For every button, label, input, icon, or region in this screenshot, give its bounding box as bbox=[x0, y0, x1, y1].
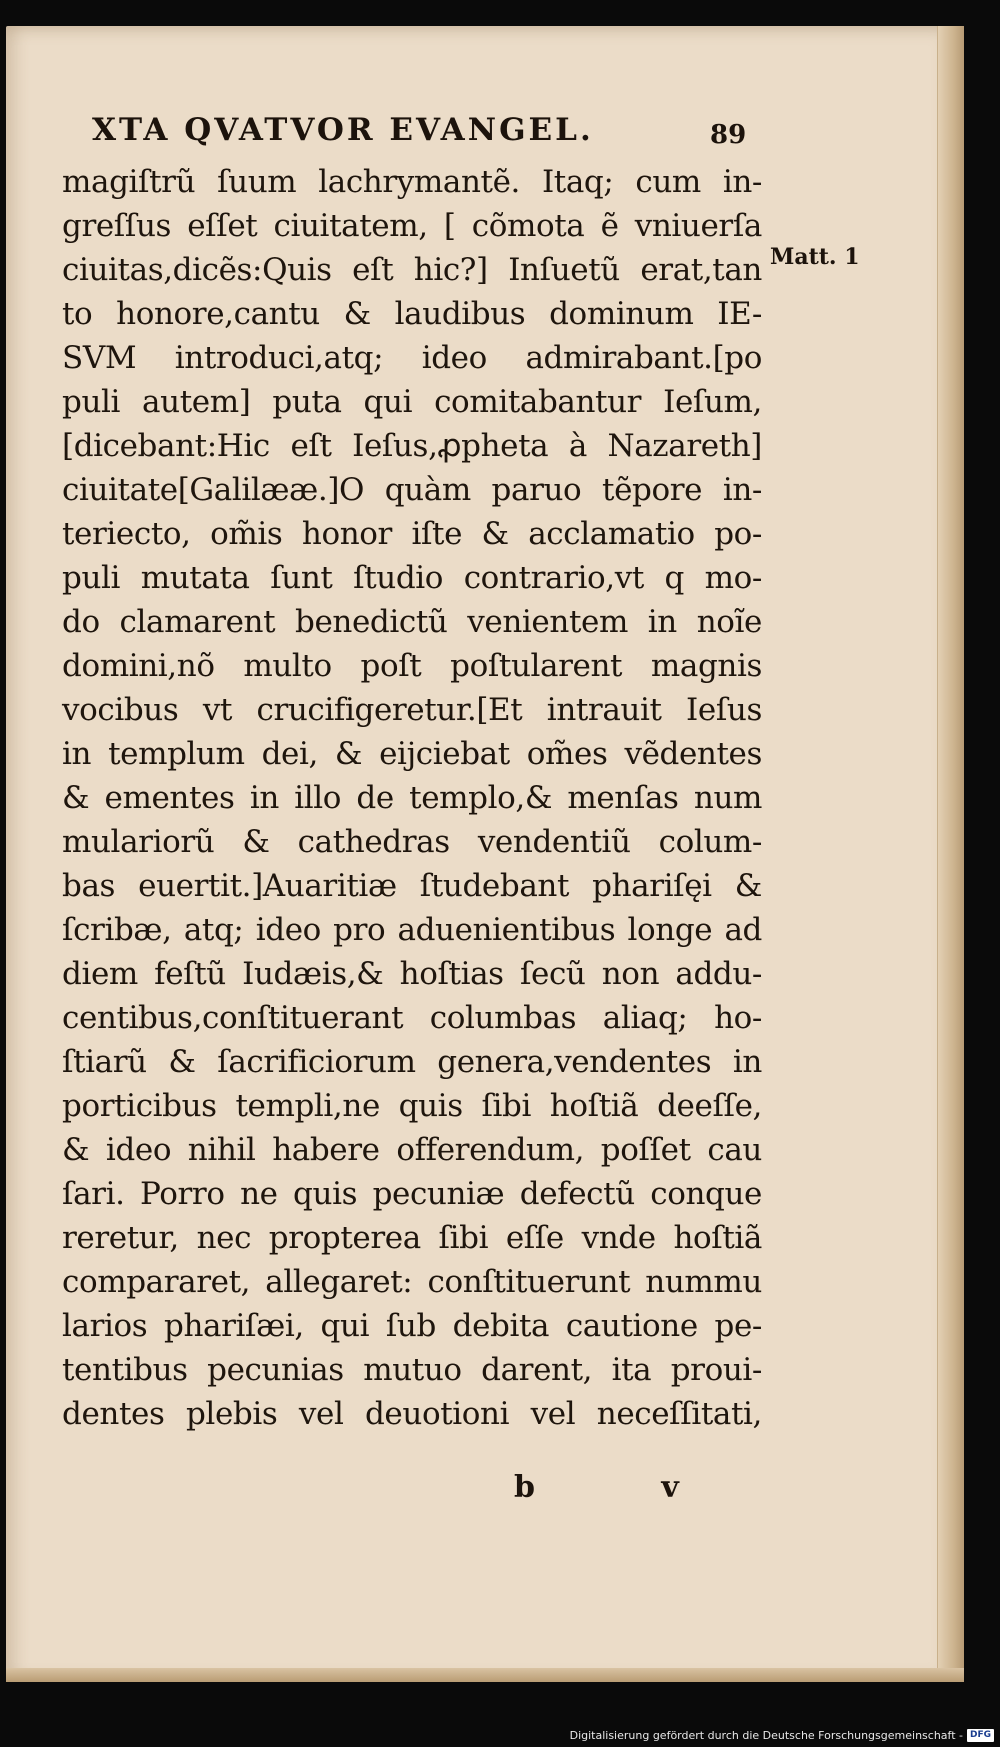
text-line: vocibus vt crucifigeretur.[Et intrauit Ieſus bbox=[62, 692, 762, 728]
signature-mark: b v bbox=[514, 1470, 737, 1505]
text-line: mulariorũ & cathedras vendentiũ colum- bbox=[62, 824, 762, 860]
text-line: ciuitate[Galilææ.]O quàm paruo tẽpore in- bbox=[62, 472, 762, 508]
text-line: SVM introduci,atq; ideo admirabant.[po bbox=[62, 340, 762, 376]
text-line: domini,nõ multo poſt poſtularent magnis bbox=[62, 648, 762, 684]
text-line: ſcribæ, atq; ideo pro aduenientibus longe ad bbox=[62, 912, 762, 948]
running-head: XTA QVATVOR EVANGEL. bbox=[92, 112, 594, 148]
text-line: dentes plebis vel deuotioni vel neceſſitati, bbox=[62, 1396, 762, 1432]
text-line: puli autem] puta qui comitabantur Ieſum, bbox=[62, 384, 762, 420]
text-line: tentibus pecunias mutuo darent, ita proui- bbox=[62, 1352, 762, 1388]
page-bottom-edge bbox=[6, 1668, 964, 1682]
text-line: [dicebant:Hic eſt Ieſus,ꝓpheta à Nazareth] bbox=[62, 428, 762, 464]
body-text bbox=[62, 160, 762, 1436]
text-line: ciuitas,dicẽs:Quis eſt hic?] Inſuetũ erat,tan bbox=[62, 252, 762, 288]
margin-note: Matt. 1 bbox=[770, 244, 860, 270]
text-line: compararet, allegaret: conſtituerunt nummu bbox=[62, 1264, 762, 1300]
text-line: ſtiarũ & ſacrificiorum genera,vendentes in bbox=[62, 1044, 762, 1080]
text-line: teriecto, om̃is honor iſte & acclamatio po- bbox=[62, 516, 762, 552]
book-page bbox=[6, 26, 964, 1682]
dfg-logo: DFG bbox=[967, 1729, 994, 1742]
text-line: magiſtrũ ſuum lachrymantẽ. Itaq; cum in- bbox=[62, 164, 762, 200]
folio-number: 89 bbox=[710, 120, 747, 150]
text-line: in templum dei, & eijciebat om̃es vẽdentes bbox=[62, 736, 762, 772]
text-line: greſſus eſſet ciuitatem, [ cõmota ẽ vniuerſa bbox=[62, 208, 762, 244]
text-line: reretur, nec propterea ſibi eſſe vnde hoſtiã bbox=[62, 1220, 762, 1256]
text-line: centibus,conſtituerant columbas aliaq; ho- bbox=[62, 1000, 762, 1036]
text-line: & ementes in illo de templo,& menſas num bbox=[62, 780, 762, 816]
text-line: diem feſtũ Iudæis,& hoſtias ſecũ non addu- bbox=[62, 956, 762, 992]
text-line: do clamarent benedictũ venientem in noĩe bbox=[62, 604, 762, 640]
text-line: bas euertit.]Auaritiæ ſtudebant phariſęi & bbox=[62, 868, 762, 904]
credit-text: Digitalisierung gefördert durch die Deutsche Forschungsgemeinschaft - bbox=[569, 1729, 963, 1742]
text-line: ſari. Porro ne quis pecuniæ defectũ conque bbox=[62, 1176, 762, 1212]
digitization-credit bbox=[570, 1729, 994, 1742]
text-line: porticibus templi,ne quis ſibi hoſtiã deeſſe, bbox=[62, 1088, 762, 1124]
text-line: to honore,cantu & laudibus dominum IE- bbox=[62, 296, 762, 332]
page-edge bbox=[937, 26, 964, 1682]
text-line: larios phariſæi, qui ſub debita cautione pe- bbox=[62, 1308, 762, 1344]
text-line: & ideo nihil habere offerendum, poſſet cau bbox=[62, 1132, 762, 1168]
text-line: puli mutata ſunt ſtudio contrario,vt q mo- bbox=[62, 560, 762, 596]
